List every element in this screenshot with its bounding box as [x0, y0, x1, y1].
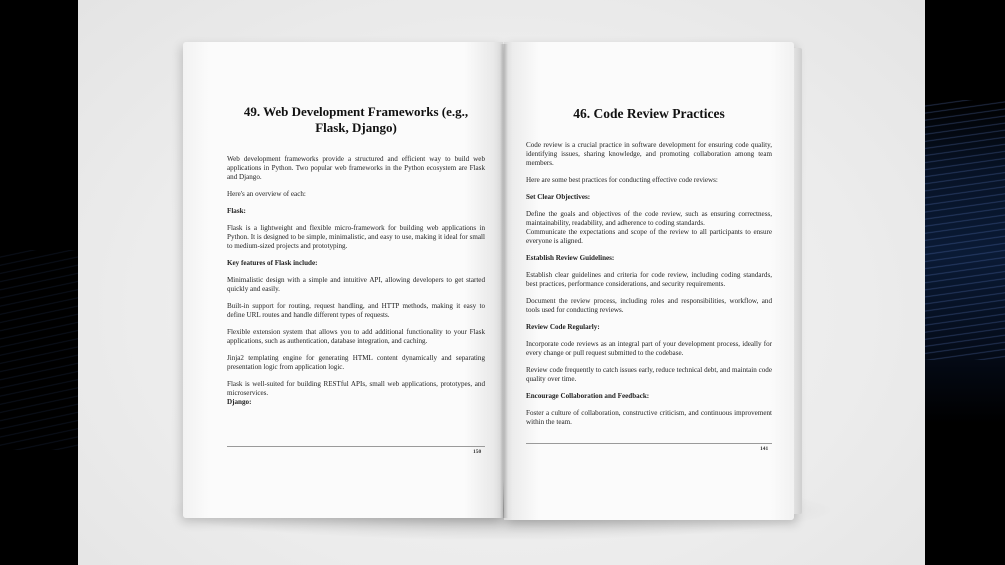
left-overview: Here's an overview of each:: [227, 190, 306, 198]
left-intro: Web development frameworks provide a structured and efficient way to build web applications in Python. Two popular web frameworks in the Python ecosystem are Flask and Django.: [227, 155, 485, 181]
left-page-title: 49. Web Development Frameworks (e.g., Flask, Django): [243, 104, 469, 135]
left-dark-band: [0, 0, 78, 565]
book-gutter: [500, 44, 508, 518]
flask-feature-item: Jinja2 templating engine for generating HTML content dynamically and separating presentation logic from application logic.: [227, 354, 485, 371]
left-band-texture: [0, 250, 78, 450]
section-heading: Set Clear Objectives:: [526, 193, 591, 201]
right-lead: Here are some best practices for conducting effective code reviews:: [526, 176, 718, 184]
right-page-number: 141: [760, 446, 769, 452]
flask-features-heading: Key features of Flask include:: [227, 259, 318, 267]
section-paragraph: Establish clear guidelines and criteria for code review, including coding standards, best practices, performance considerations, and security requirements.: [526, 271, 772, 288]
right-footer-rule: [526, 443, 772, 444]
section-paragraph: Define the goals and objectives of the code review, such as ensuring correctness, maintainability, readability, and adherence to coding standards.: [526, 210, 772, 227]
left-page-number: 150: [473, 449, 482, 455]
right-band-wave-lines: [925, 100, 1005, 360]
left-footer-rule: [227, 446, 485, 447]
section-paragraph: Communicate the expectations and scope of the review to all participants to ensure everyone is aligned.: [526, 228, 772, 245]
section-paragraph: Review code frequently to catch issues early, reduce technical debt, and maintain code quality over time.: [526, 366, 772, 383]
right-page-title: 46. Code Review Practices: [573, 106, 725, 121]
section-paragraph: Document the review process, including roles and responsibilities, workflow, and tools used for conducting reviews.: [526, 297, 772, 314]
right-page: [504, 42, 794, 520]
page-block-edge: [794, 48, 802, 514]
section-heading: Review Code Regularly:: [526, 323, 600, 331]
section-paragraph: Foster a culture of collaboration, constructive criticism, and continuous improvement within the team.: [526, 409, 772, 426]
flask-feature-item: Flask is well-suited for building RESTful APIs, small web applications, prototypes, and microservices.: [227, 380, 485, 397]
right-page-content: [526, 106, 772, 435]
section-heading: Encourage Collaboration and Feedback:: [526, 392, 650, 400]
flask-description: Flask is a lightweight and flexible micro-framework for building web applications in Python. It is designed to be simple, minimalistic, and easy to use, making it ideal for small to medium-sized projects and prototyping.: [227, 224, 485, 250]
left-page: [183, 42, 503, 518]
flask-feature-item: Minimalistic design with a simple and intuitive API, allowing developers to get started quickly and easily.: [227, 276, 485, 293]
flask-feature-item: Flexible extension system that allows you to add additional functionality to your Flask applications, such as authentication, database integration, and caching.: [227, 328, 485, 345]
flask-feature-item: Built-in support for routing, request handling, and HTTP methods, making it easy to define URL routes and handle different types of requests.: [227, 302, 485, 319]
section-heading: Establish Review Guidelines:: [526, 254, 615, 262]
django-heading: Django:: [227, 398, 252, 406]
flask-heading: Flask:: [227, 207, 246, 215]
section-paragraph: Incorporate code reviews as an integral part of your development process, ideally for every change or pull request submitted to the codebase.: [526, 340, 772, 357]
left-page-content: [227, 104, 485, 415]
right-dark-band: [925, 0, 1005, 565]
right-intro: Code review is a crucial practice in software development for ensuring code quality, identifying issues, sharing knowledge, and promoting collaboration among team members.: [526, 141, 772, 167]
